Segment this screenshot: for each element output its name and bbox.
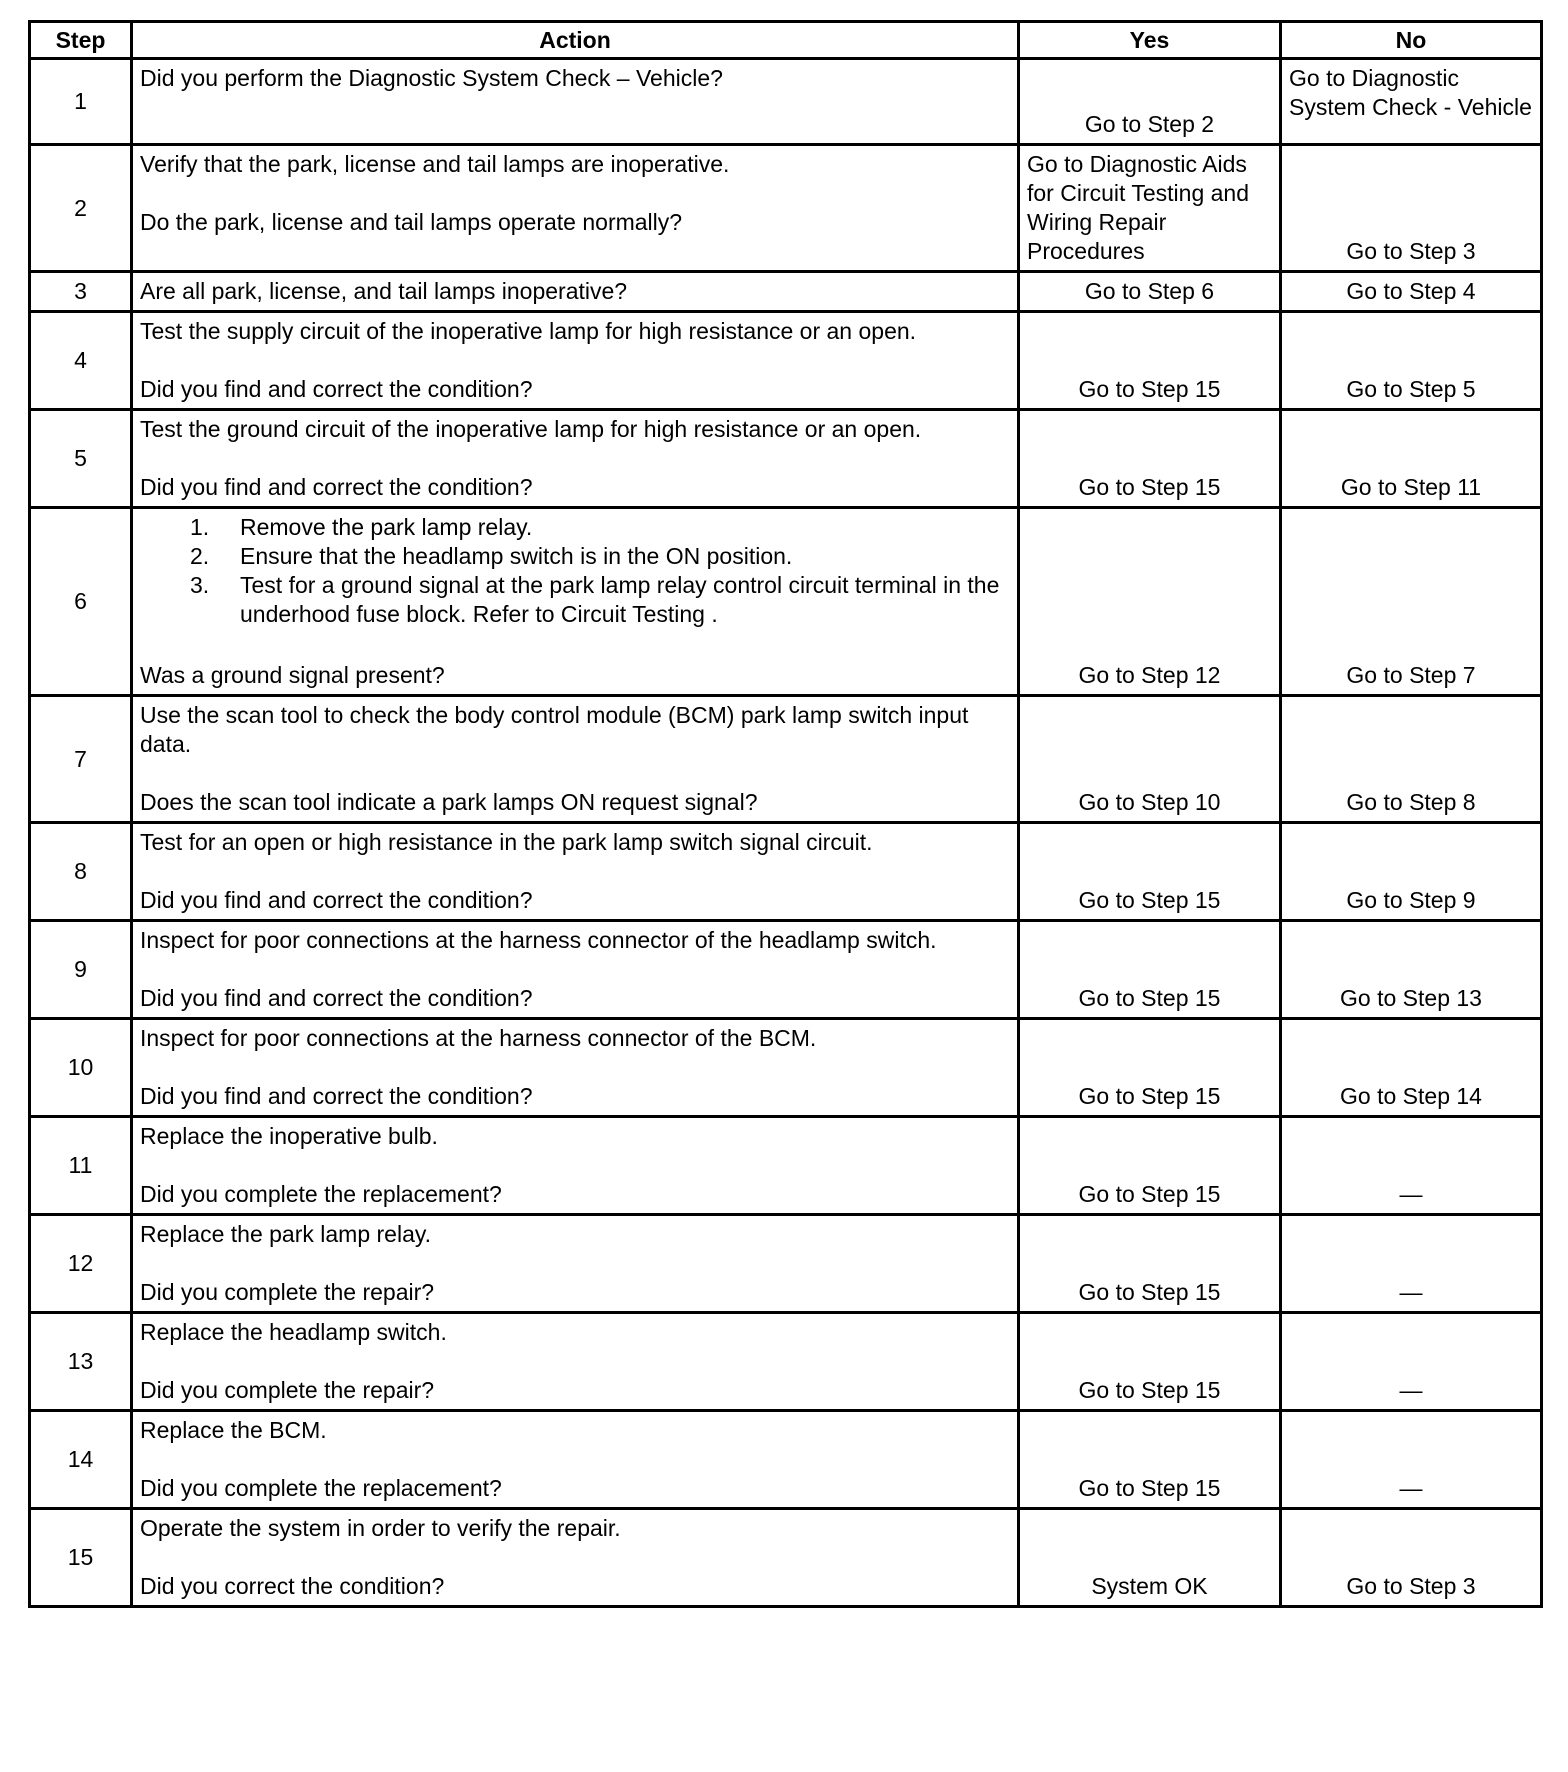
action-instruction: Replace the inoperative bulb. [140, 1123, 438, 1149]
table-row [30, 272, 1542, 312]
action-cell [132, 312, 1019, 410]
action-spacer [140, 1445, 1010, 1474]
action-spacer [140, 346, 1010, 375]
table-body [30, 59, 1542, 1607]
yes-result: Go to Step 15 [1019, 312, 1281, 410]
yes-result: Go to Diagnostic Aids for Circuit Testing and Wiring Repair Procedures [1019, 145, 1281, 272]
action-spacer [140, 1249, 1010, 1278]
no-result: Go to Step 5 [1281, 312, 1542, 410]
step-number: 7 [30, 696, 132, 823]
action-question: Did you find and correct the condition? [140, 474, 533, 500]
action-spacer [140, 1347, 1010, 1376]
yes-result: Go to Step 15 [1019, 410, 1281, 508]
step-number: 10 [30, 1019, 132, 1117]
action-spacer [140, 179, 1010, 208]
action-instruction: Inspect for poor connections at the harness connector of the headlamp switch. [140, 927, 937, 953]
action-instruction: Replace the headlamp switch. [140, 1319, 447, 1345]
action-cell [132, 823, 1019, 921]
action-spacer [140, 444, 1010, 473]
step-number: 8 [30, 823, 132, 921]
action-question: Did you complete the repair? [140, 1377, 435, 1403]
action-question: Did you complete the replacement? [140, 1181, 502, 1207]
sub-step-text: Ensure that the headlamp switch is in the ON position. [240, 543, 793, 569]
step-number: 9 [30, 921, 132, 1019]
table-row [30, 145, 1542, 272]
action-spacer [140, 857, 1010, 886]
no-result: Go to Diagnostic System Check - Vehicle [1281, 59, 1542, 145]
table-row [30, 921, 1542, 1019]
sub-step-item [140, 513, 1010, 542]
step-number: 3 [30, 272, 132, 312]
action-cell [132, 1019, 1019, 1117]
no-result: Go to Step 3 [1281, 1509, 1542, 1607]
sub-step-list [140, 513, 1010, 629]
table-row [30, 823, 1542, 921]
action-instruction: Are all park, license, and tail lamps inoperative? [140, 278, 628, 304]
action-cell [132, 1509, 1019, 1607]
yes-result: Go to Step 15 [1019, 921, 1281, 1019]
table-row [30, 1313, 1542, 1411]
yes-result: System OK [1019, 1509, 1281, 1607]
table-row [30, 410, 1542, 508]
yes-result: Go to Step 12 [1019, 508, 1281, 696]
action-question: Did you find and correct the condition? [140, 376, 533, 402]
action-instruction: Inspect for poor connections at the harness connector of the BCM. [140, 1025, 817, 1051]
action-instruction: Operate the system in order to verify the repair. [140, 1515, 621, 1541]
no-result: Go to Step 7 [1281, 508, 1542, 696]
action-cell [132, 1411, 1019, 1509]
action-cell [132, 921, 1019, 1019]
yes-result: Go to Step 15 [1019, 823, 1281, 921]
action-question: Was a ground signal present? [140, 662, 445, 688]
sub-step-item [140, 571, 1010, 629]
action-cell [132, 410, 1019, 508]
table-row [30, 1117, 1542, 1215]
action-cell [132, 1313, 1019, 1411]
action-instruction: Replace the park lamp relay. [140, 1221, 432, 1247]
action-spacer [140, 1151, 1010, 1180]
action-question: Does the scan tool indicate a park lamps ON request signal? [140, 789, 758, 815]
action-question: Did you find and correct the condition? [140, 1083, 533, 1109]
action-question: Do the park, license and tail lamps operate normally? [140, 209, 683, 235]
step-number: 15 [30, 1509, 132, 1607]
action-spacer [140, 1053, 1010, 1082]
diagnostic-table [28, 20, 1543, 1608]
action-instruction: Test the supply circuit of the inoperative lamp for high resistance or an open. [140, 318, 917, 344]
sub-step-text: Test for a ground signal at the park lamp relay control circuit terminal in the underhood fuse block. Refer to Circuit Testing . [240, 572, 1000, 627]
table-row [30, 312, 1542, 410]
action-instruction: Did you perform the Diagnostic System Check – Vehicle? [140, 65, 723, 91]
yes-result: Go to Step 6 [1019, 272, 1281, 312]
no-result: — [1281, 1411, 1542, 1509]
action-cell [132, 696, 1019, 823]
yes-result: Go to Step 15 [1019, 1215, 1281, 1313]
action-question: Did you complete the replacement? [140, 1475, 502, 1501]
step-number: 11 [30, 1117, 132, 1215]
yes-result: Go to Step 10 [1019, 696, 1281, 823]
table-row [30, 696, 1542, 823]
action-question: Did you find and correct the condition? [140, 985, 533, 1011]
sub-step-text: Remove the park lamp relay. [240, 514, 533, 540]
header-row [30, 22, 1542, 59]
no-result: — [1281, 1117, 1542, 1215]
step-number: 13 [30, 1313, 132, 1411]
table-row [30, 1019, 1542, 1117]
yes-result: Go to Step 15 [1019, 1411, 1281, 1509]
action-cell [132, 59, 1019, 145]
no-result: — [1281, 1313, 1542, 1411]
no-result: Go to Step 9 [1281, 823, 1542, 921]
action-question: Did you complete the repair? [140, 1279, 435, 1305]
action-cell [132, 1117, 1019, 1215]
no-result: Go to Step 14 [1281, 1019, 1542, 1117]
step-number: 12 [30, 1215, 132, 1313]
no-result: Go to Step 3 [1281, 145, 1542, 272]
table-row [30, 59, 1542, 145]
action-question: Did you correct the condition? [140, 1573, 445, 1599]
table-row [30, 1509, 1542, 1607]
no-result: Go to Step 11 [1281, 410, 1542, 508]
action-spacer [140, 1543, 1010, 1572]
yes-result: Go to Step 15 [1019, 1313, 1281, 1411]
step-number: 6 [30, 508, 132, 696]
action-instruction: Verify that the park, license and tail lamps are inoperative. [140, 151, 730, 177]
header-no: No [1281, 22, 1542, 59]
yes-result: Go to Step 15 [1019, 1117, 1281, 1215]
action-instruction: Use the scan tool to check the body control module (BCM) park lamp switch input data. [140, 702, 969, 757]
table-row [30, 508, 1542, 696]
action-cell [132, 1215, 1019, 1313]
yes-result: Go to Step 2 [1019, 59, 1281, 145]
table-row [30, 1215, 1542, 1313]
action-spacer [140, 759, 1010, 788]
step-number: 2 [30, 145, 132, 272]
action-instruction: Test for an open or high resistance in the park lamp switch signal circuit. [140, 829, 873, 855]
no-result: Go to Step 8 [1281, 696, 1542, 823]
sub-step-item [140, 542, 1010, 571]
action-cell [132, 272, 1019, 312]
sub-step-number: 3. [190, 572, 210, 598]
table-row [30, 1411, 1542, 1509]
no-result: Go to Step 13 [1281, 921, 1542, 1019]
action-instruction: Replace the BCM. [140, 1417, 327, 1443]
action-cell [132, 145, 1019, 272]
header-action: Action [132, 22, 1019, 59]
action-spacer [140, 629, 1010, 661]
action-instruction: Test the ground circuit of the inoperative lamp for high resistance or an open. [140, 416, 922, 442]
header-step: Step [30, 22, 132, 59]
sub-step-number: 2. [190, 543, 210, 569]
header-yes: Yes [1019, 22, 1281, 59]
sub-step-number: 1. [190, 514, 210, 540]
step-number: 5 [30, 410, 132, 508]
yes-result: Go to Step 15 [1019, 1019, 1281, 1117]
step-number: 14 [30, 1411, 132, 1509]
step-number: 4 [30, 312, 132, 410]
action-cell [132, 508, 1019, 696]
no-result: Go to Step 4 [1281, 272, 1542, 312]
action-spacer [140, 955, 1010, 984]
step-number: 1 [30, 59, 132, 145]
action-question: Did you find and correct the condition? [140, 887, 533, 913]
no-result: — [1281, 1215, 1542, 1313]
